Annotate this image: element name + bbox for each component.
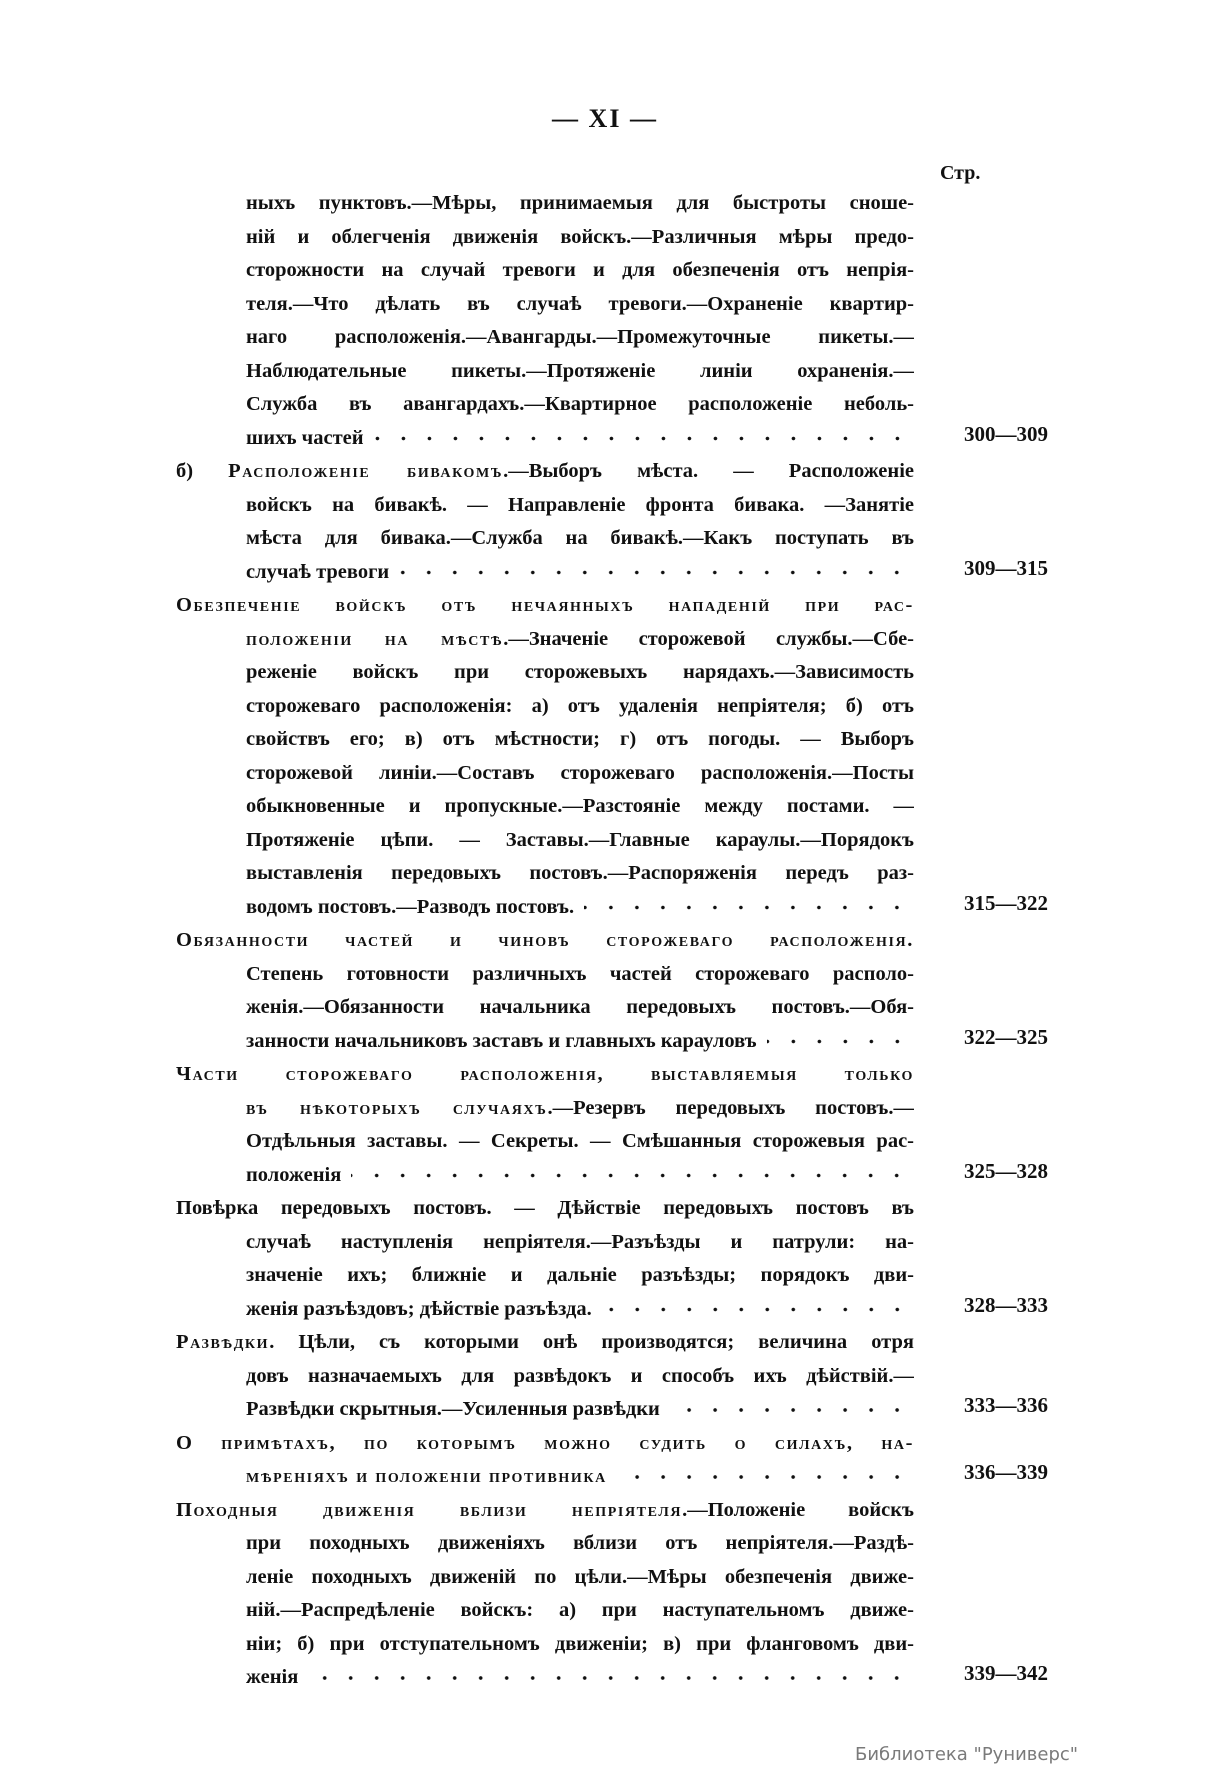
toc-line — [246, 958, 914, 992]
toc-text: Наблюдательные пикеты.—Протяженiе линiи охраненiя.— — [246, 359, 914, 382]
toc-line-text — [246, 1097, 914, 1120]
toc-line — [176, 924, 914, 958]
dot-leader — [617, 1460, 910, 1494]
toc-line — [246, 623, 914, 657]
toc-line-text — [176, 929, 914, 952]
toc-line-text — [246, 360, 914, 383]
toc-text: нiй и облегченiя движенiя войскъ.—Различныя мѣры предо- — [246, 225, 914, 248]
toc-line — [246, 857, 914, 891]
toc-line-text — [176, 1063, 914, 1086]
toc-line — [246, 1025, 914, 1059]
toc-text: .—Положенiе войскъ — [682, 1498, 914, 1521]
toc-line — [246, 991, 914, 1025]
toc-text: сторожности на случай тревоги и для обезпеченiя отъ непрiя- — [246, 259, 914, 282]
toc-page-range: 328—333 — [964, 1292, 1048, 1317]
toc-line — [176, 455, 914, 489]
toc-line-text — [246, 1666, 298, 1689]
toc-page-range: 315—322 — [964, 890, 1048, 915]
toc-text: . Цѣли, съ которыми онѣ производятся; величина отря — [269, 1331, 914, 1354]
toc-line-text — [246, 1130, 914, 1153]
toc-heading-text: Части сторожеваго расположенiя, выставляемыя только — [176, 1063, 914, 1086]
dot-leader — [584, 891, 910, 925]
page-column-header: Стр. — [940, 162, 981, 184]
toc-line-text — [246, 1398, 660, 1421]
toc-text: Служба въ авангардахъ.—Квартирное расположенiе неболь- — [246, 393, 914, 416]
toc-line — [246, 254, 914, 288]
dot-leader — [308, 1661, 910, 1695]
toc-line-text — [246, 829, 914, 852]
toc-line — [246, 1159, 914, 1193]
toc-text: случаѣ тревоги — [246, 560, 390, 583]
toc-line — [246, 1293, 914, 1327]
toc-line-text — [246, 795, 914, 818]
toc-text: сторожевой линiи.—Составъ сторожеваго расположенiя.—Посты — [246, 761, 914, 784]
toc-line — [246, 656, 914, 690]
toc-text: теля.—Что дѣлать въ случаѣ тревоги.—Охраненiе квартир- — [246, 292, 914, 315]
toc-line — [246, 1628, 914, 1662]
toc-heading-text: Развѣдки — [176, 1331, 270, 1354]
dot-leader — [351, 1159, 910, 1193]
toc-line-text — [246, 1231, 914, 1254]
toc-line-text — [176, 1197, 914, 1220]
toc-text: женiя.—Обязанности начальника передовыхъ постовъ.—Обя- — [246, 996, 914, 1019]
toc-line-text — [246, 192, 914, 215]
toc-line — [246, 1259, 914, 1293]
toc-line-text — [246, 1566, 914, 1589]
toc-line-text — [246, 561, 389, 584]
toc-line-text — [176, 1432, 914, 1455]
toc-text: занности начальниковъ заставъ и главныхъ карауловъ — [246, 1029, 757, 1052]
toc-text: реженiе войскъ при сторожевыхъ нарядахъ.—Зависимость — [246, 661, 914, 684]
toc-line — [176, 1192, 914, 1226]
toc-line-text — [246, 1465, 607, 1488]
toc-text: шихъ частей — [246, 426, 364, 449]
toc-line — [246, 1527, 914, 1561]
toc-line — [246, 288, 914, 322]
toc-line — [246, 891, 914, 925]
toc-line — [176, 1326, 914, 1360]
toc-line-text — [246, 996, 914, 1019]
toc-line — [246, 1360, 914, 1394]
toc-page-range: 309—315 — [964, 555, 1048, 580]
toc-line — [246, 422, 914, 456]
library-watermark: Библиотека "Руниверс" — [855, 1744, 1079, 1765]
toc-text: Протяженiе цѣпи. — Заставы.—Главные караулы.—Порядокъ — [246, 828, 914, 851]
toc-line-text — [176, 1331, 914, 1354]
toc-text: женiя — [246, 1666, 299, 1689]
toc-line — [246, 388, 914, 422]
toc-text: женiя разъѣздовъ; дѣйствiе разъѣзда. — [246, 1297, 592, 1320]
toc-line-text — [246, 393, 914, 416]
toc-heading-text: положенiи на мѣстѣ — [246, 627, 504, 650]
toc-line — [246, 1092, 914, 1126]
toc-line — [176, 589, 914, 623]
toc-line-text — [246, 862, 914, 885]
toc-line — [246, 690, 914, 724]
toc-line — [246, 1393, 914, 1427]
toc-line — [246, 221, 914, 255]
toc-line-text — [246, 1030, 757, 1053]
toc-text: свойствъ его; в) отъ мѣстности; г) отъ погоды. — Выборъ — [246, 728, 914, 751]
toc-line — [246, 1460, 914, 1494]
toc-text: ленiе походныхъ движенiй по цѣли.—Мѣры обезпеченiя движе- — [246, 1565, 914, 1588]
toc-line-text — [246, 494, 914, 517]
toc-line — [246, 489, 914, 523]
toc-line-text — [246, 1633, 914, 1656]
toc-heading-text: Походныя движенiя вблизи непрiятеля — [176, 1498, 683, 1521]
toc-line — [176, 1494, 914, 1528]
toc-line — [246, 757, 914, 791]
toc-text: ныхъ пунктовъ.—Мѣры, принимаемыя для быстроты сноше- — [246, 192, 914, 215]
toc-heading-text: мѣренiяхъ и положенiи противника — [246, 1465, 607, 1488]
toc-line — [246, 1561, 914, 1595]
toc-line-text — [246, 695, 914, 718]
toc-text: наго расположенiя.—Авангарды.—Промежуточные пикеты.— — [246, 326, 914, 349]
toc-text: случаѣ наступленiя непрiятеля.—Разъѣзды и патрули: на- — [246, 1230, 914, 1253]
toc-line-text — [246, 896, 574, 919]
toc-text: довъ назначаемыхъ для развѣдокъ и способъ ихъ дѣйствiй.— — [246, 1364, 914, 1387]
toc-text: обыкновенные и пропускные.—Разстоянiе между постами. — — [246, 795, 914, 818]
toc-text: Повѣрка передовыхъ постовъ. — Дѣйствiе передовыхъ постовъ въ — [176, 1197, 914, 1220]
toc-page-range: 336—339 — [964, 1460, 1048, 1484]
toc-text: б) — [176, 460, 229, 483]
toc-line-text — [246, 293, 914, 316]
toc-line-text — [246, 226, 914, 249]
toc-text: Развѣдки скрытныя.—Усиленныя развѣдки — [246, 1398, 660, 1421]
toc-line — [246, 1226, 914, 1260]
toc-text: выставленiя передовыхъ постовъ.—Распоряженiя передъ раз- — [246, 862, 914, 885]
toc-page-range: 325—328 — [964, 1158, 1048, 1183]
toc-line-text — [246, 762, 914, 785]
toc-text: .—Выборъ мѣста. — Расположенiе — [503, 460, 914, 483]
toc-line-text — [246, 1532, 914, 1555]
toc-line-text — [176, 594, 914, 617]
toc-line — [246, 790, 914, 824]
toc-line — [176, 1058, 914, 1092]
toc-text: войскъ на бивакѣ. — Направленiе фронта бивака. —Занятiе — [246, 493, 914, 516]
toc-page-range: 322—325 — [964, 1024, 1048, 1049]
toc-heading-text: О примѣтахъ, по которымъ можно судить о силахъ, на- — [176, 1431, 914, 1454]
toc-text: нiй.—Распредѣленiе войскъ: а) при наступательномъ движе- — [246, 1599, 914, 1622]
toc-text: Отдѣльныя заставы. — Секреты. — Смѣшанныя сторожевыя рас- — [246, 1130, 914, 1153]
toc-line-text — [246, 527, 914, 550]
toc-line — [176, 1427, 914, 1461]
toc-line — [246, 1594, 914, 1628]
toc-text: нiи; б) при отступательномъ движенiи; в) при фланговомъ дви- — [246, 1632, 914, 1655]
toc-line-text — [246, 1264, 914, 1287]
toc-line-text — [246, 628, 914, 651]
toc-line — [246, 321, 914, 355]
toc-line-text — [246, 427, 364, 450]
toc-line-text — [246, 1164, 341, 1187]
toc-line — [246, 556, 914, 590]
toc-text: .—Значенiе сторожевой службы.—Сбе- — [503, 627, 914, 650]
dot-leader — [670, 1393, 910, 1427]
toc-line-text — [246, 728, 914, 751]
toc-heading-text: Обязанности частей и чиновъ сторожеваго расположенiя. — [176, 929, 914, 952]
dot-leader — [374, 422, 910, 456]
toc-text: мѣста для бивака.—Служба на бивакѣ.—Какъ поступать въ — [246, 527, 914, 550]
toc-line-text — [246, 259, 914, 282]
toc-line-text — [246, 1365, 914, 1388]
toc-heading-text: въ нѣкоторыхъ случаяхъ — [246, 1096, 548, 1119]
toc-page-range: 339—342 — [964, 1661, 1048, 1685]
toc-line — [246, 824, 914, 858]
toc-page-range: 333—336 — [964, 1393, 1048, 1417]
toc-page-range: 300—309 — [964, 421, 1048, 446]
toc-line — [246, 723, 914, 757]
toc-line — [246, 522, 914, 556]
toc-text: Степень готовности различныхъ частей сторожеваго располо- — [246, 962, 914, 985]
toc-text: водомъ постовъ.—Разводъ постовъ. — [246, 895, 575, 918]
dot-leader — [767, 1025, 910, 1059]
toc-text: .—Резервъ передовыхъ постовъ.— — [547, 1096, 914, 1119]
dot-leader — [602, 1293, 910, 1327]
toc-line-text — [246, 1599, 914, 1622]
toc-line-text — [246, 326, 914, 349]
toc-text: сторожеваго расположенiя: а) отъ удаленiя непрiятеля; б) отъ — [246, 694, 914, 717]
page-number: — XI — — [552, 104, 658, 133]
toc-line — [246, 1125, 914, 1159]
toc-text: значенiе ихъ; ближнiе и дальнiе разъѣзды; порядокъ дви- — [246, 1264, 914, 1287]
toc-text: при походныхъ движенiяхъ вблизи отъ непрiятеля.—Раздѣ- — [246, 1532, 914, 1555]
toc-line-text — [246, 1298, 592, 1321]
toc-line-text — [176, 1499, 914, 1522]
toc-heading-text: Обезпеченiе войскъ отъ нечаянныхъ нападенiй при рас- — [176, 594, 914, 617]
dot-leader — [399, 556, 910, 590]
toc-line — [246, 1661, 914, 1695]
toc-text: положенiя — [246, 1163, 342, 1186]
toc-line-text — [176, 460, 914, 483]
toc-heading-text: Расположенiе бивакомъ — [228, 460, 504, 483]
toc-line-text — [246, 661, 914, 684]
toc-line-text — [246, 963, 914, 986]
toc-line — [246, 187, 914, 221]
toc-line — [246, 355, 914, 389]
